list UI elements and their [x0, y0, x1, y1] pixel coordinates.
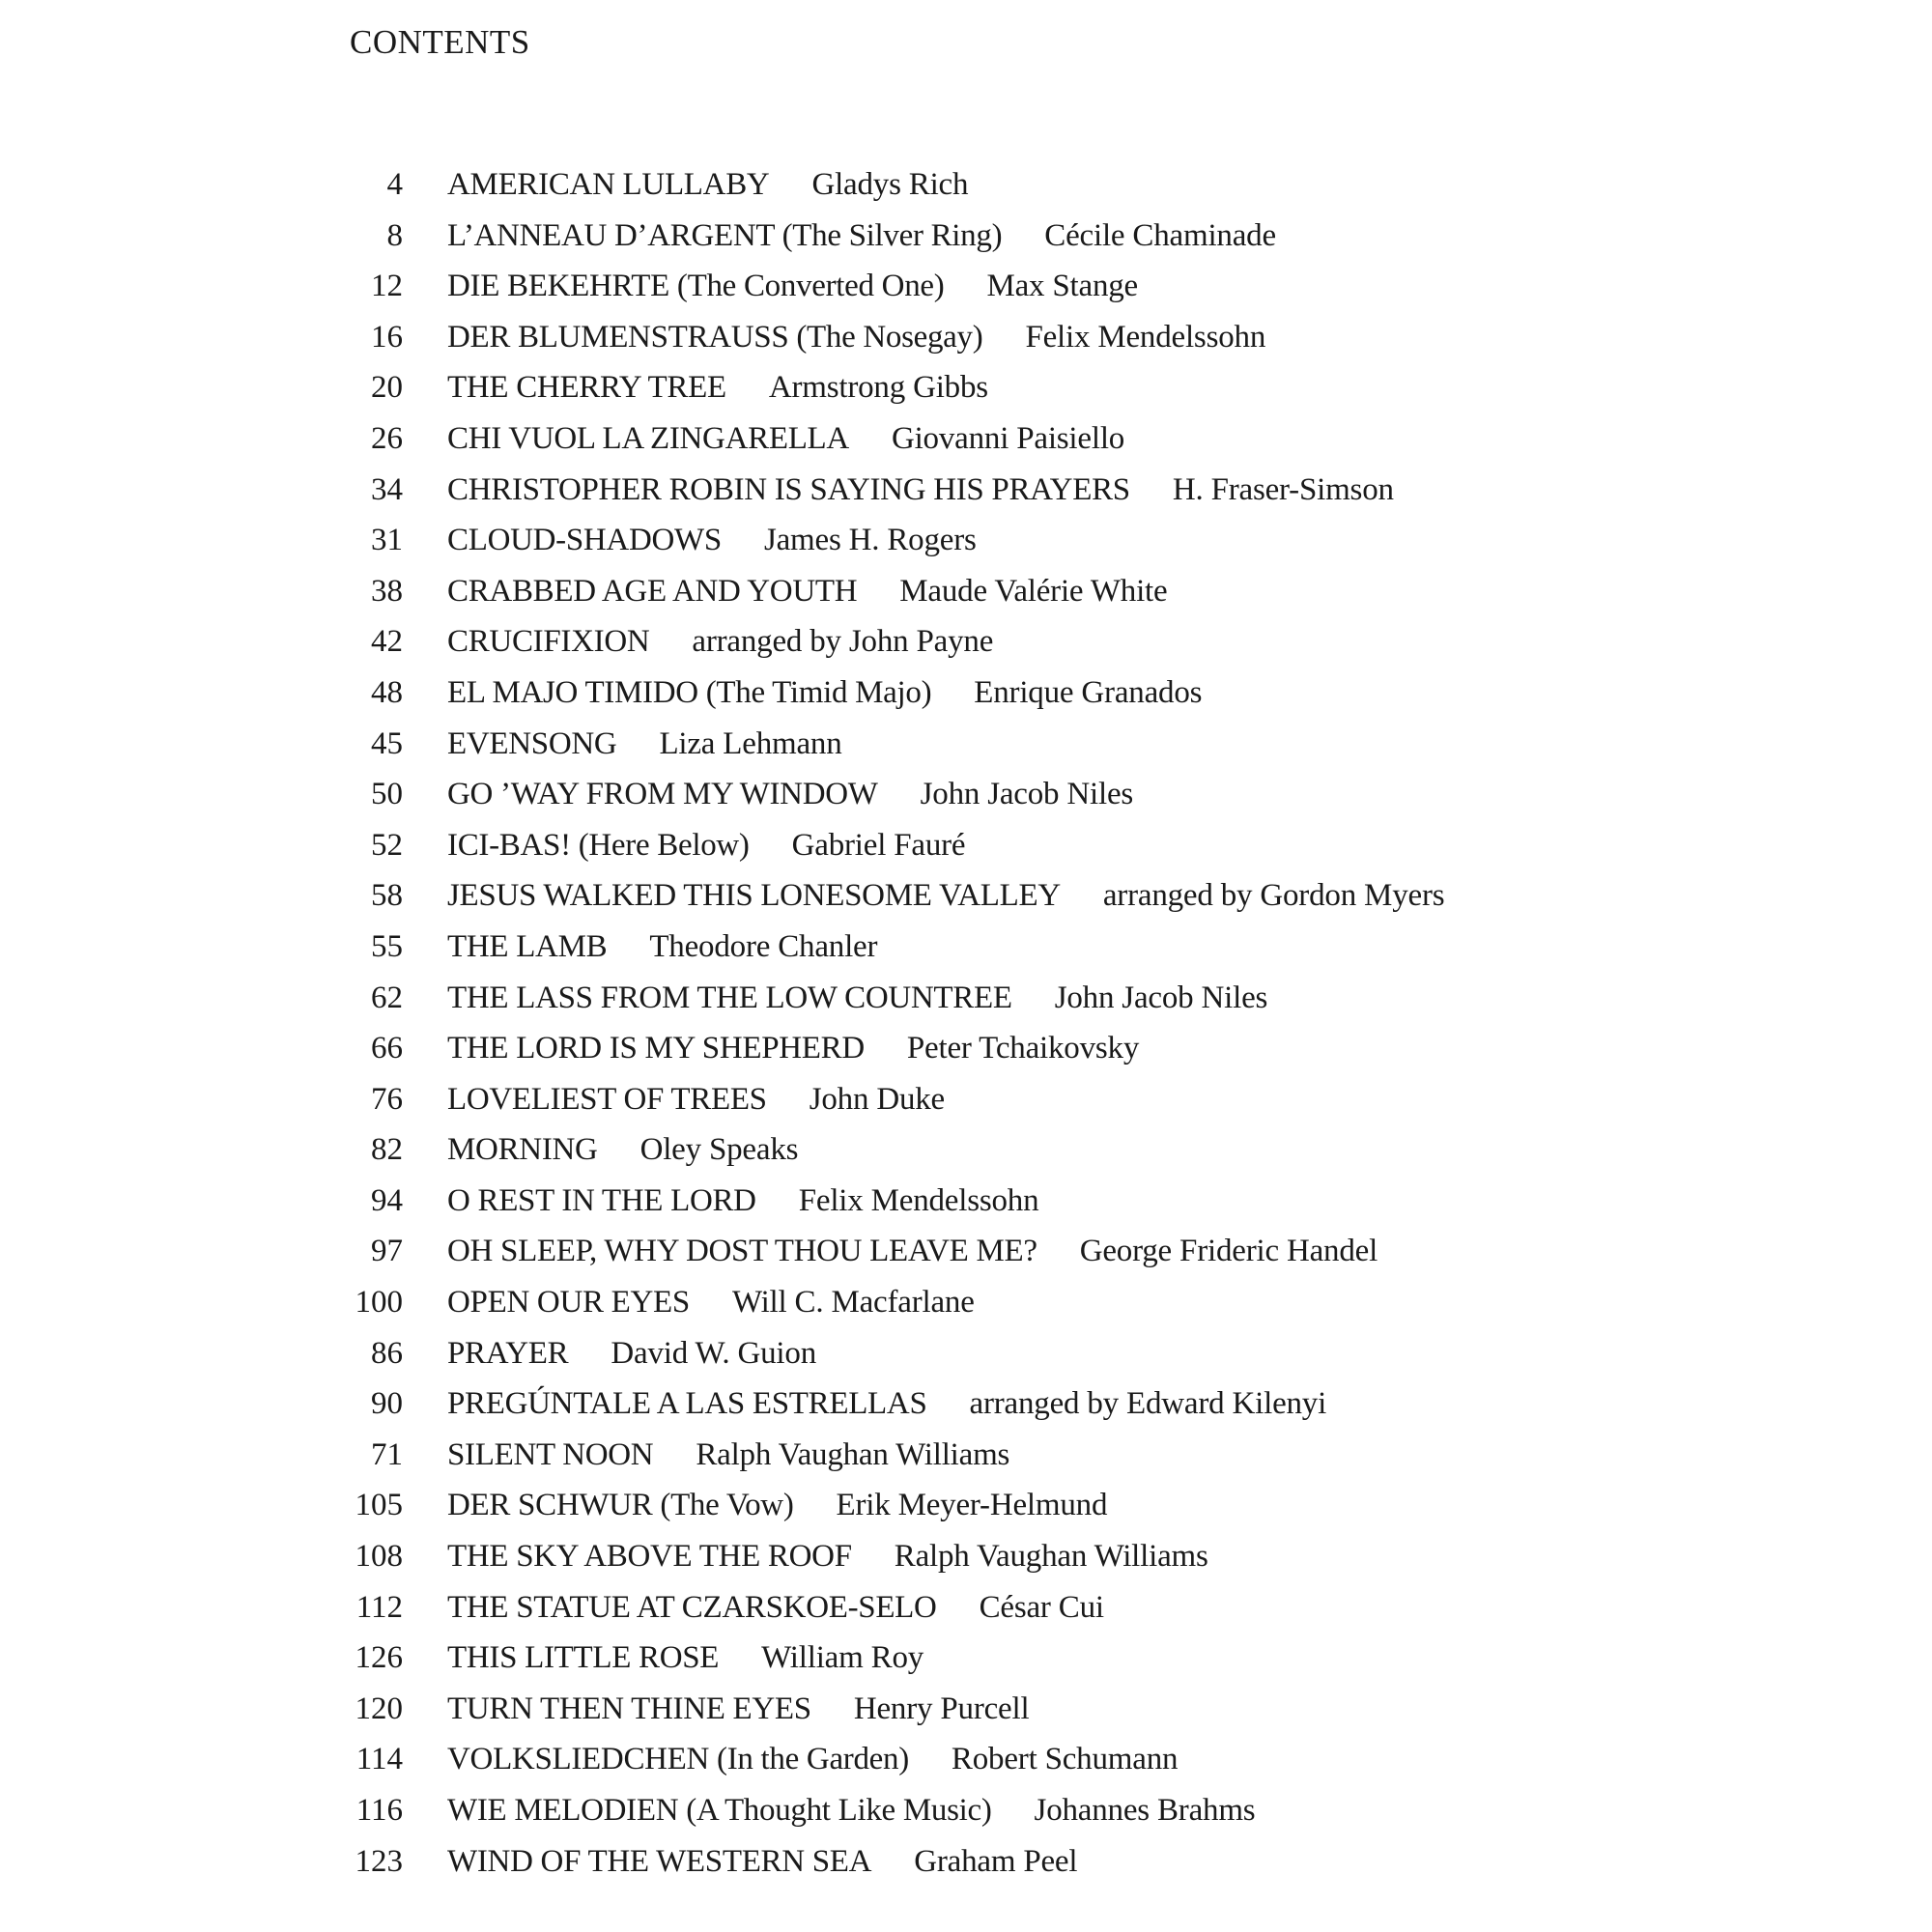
song-title: DER BLUMENSTRAUSS (The Nosegay) [447, 319, 983, 355]
composer-name: Ralph Vaughan Williams [894, 1539, 1208, 1575]
list-item [333, 1836, 1444, 1888]
composer-name: James H. Rogers [763, 523, 977, 558]
song-title: CLOUD-SHADOWS [447, 523, 722, 558]
song-title: O REST IN THE LORD [447, 1182, 756, 1218]
song-title: DIE BEKEHRTE (The Converted One) [447, 269, 945, 304]
composer-name: William Roy [761, 1640, 924, 1676]
page-number: 126 [355, 1640, 403, 1676]
composer-name: Theodore Chanler [649, 928, 878, 964]
song-title: OH SLEEP, WHY DOST THOU LEAVE ME? [447, 1234, 1037, 1269]
composer-name: Gladys Rich [811, 167, 969, 202]
list-item [333, 1684, 1444, 1735]
list-item [333, 1023, 1444, 1074]
list-item [333, 1074, 1444, 1125]
list-item [333, 1328, 1444, 1379]
list-item [333, 1480, 1444, 1531]
list-item [333, 1430, 1444, 1481]
page-number: 114 [355, 1742, 403, 1777]
page-number: 82 [371, 1132, 403, 1168]
list-item [333, 1582, 1444, 1634]
list-item [333, 1277, 1444, 1328]
page-title: CONTENTS [350, 23, 530, 61]
composer-name: Max Stange [986, 269, 1138, 304]
composer-name: Felix Mendelssohn [1025, 319, 1266, 355]
page-number: 55 [371, 928, 403, 964]
song-title: CRABBED AGE AND YOUTH [447, 573, 858, 609]
song-title: DER SCHWUR (The Vow) [447, 1488, 794, 1523]
composer-name: Ralph Vaughan Williams [696, 1436, 1010, 1472]
list-item [333, 159, 1444, 211]
page-number: 8 [386, 217, 403, 253]
song-title: MORNING [447, 1132, 598, 1168]
composer-name: Giovanni Paisiello [891, 420, 1125, 456]
song-title: THE CHERRY TREE [447, 370, 726, 406]
page-number: 76 [371, 1081, 403, 1117]
composer-name: Henry Purcell [853, 1690, 1030, 1726]
composer-name: John Jacob Niles [1054, 980, 1268, 1015]
list-item [333, 515, 1444, 566]
contents-list [333, 159, 1444, 1887]
page-number: 20 [371, 370, 403, 406]
song-title: EVENSONG [447, 725, 617, 761]
page-number: 86 [371, 1335, 403, 1371]
page-number: 120 [355, 1690, 403, 1726]
page-number: 4 [386, 167, 403, 202]
page-number: 34 [371, 471, 403, 507]
list-item [333, 668, 1444, 719]
page-number: 90 [371, 1386, 403, 1422]
page-number: 100 [355, 1285, 403, 1321]
song-title: CHRISTOPHER ROBIN IS SAYING HIS PRAYERS [447, 471, 1130, 507]
list-item [333, 973, 1444, 1024]
composer-name: Enrique Granados [974, 674, 1203, 710]
page-number: 62 [371, 980, 403, 1015]
list-item [333, 312, 1444, 363]
page-number: 66 [371, 1031, 403, 1066]
composer-name: Peter Tchaikovsky [906, 1031, 1140, 1066]
page-number: 71 [371, 1436, 403, 1472]
song-title: THE SKY ABOVE THE ROOF [447, 1539, 852, 1575]
composer-name: Maude Valérie White [899, 573, 1168, 609]
composer-name: George Frideric Handel [1079, 1234, 1378, 1269]
page-number: 123 [355, 1843, 403, 1879]
song-title: WIND OF THE WESTERN SEA [447, 1843, 872, 1879]
list-item [333, 362, 1444, 413]
page-number: 94 [371, 1182, 403, 1218]
list-item [333, 769, 1444, 820]
song-title: WIE MELODIEN (A Thought Like Music) [447, 1793, 992, 1828]
song-title: L’ANNEAU D’ARGENT (The Silver Ring) [447, 217, 1003, 253]
list-item [333, 616, 1444, 668]
page-number: 116 [355, 1793, 403, 1828]
page-number: 26 [371, 420, 403, 456]
page-number: 16 [371, 319, 403, 355]
song-title: AMERICAN LULLABY [447, 167, 770, 202]
song-title: CRUCIFIXION [447, 624, 650, 660]
page-number: 105 [355, 1488, 403, 1523]
list-item [333, 820, 1444, 871]
page-number: 97 [371, 1234, 403, 1269]
list-item [333, 922, 1444, 973]
list-item [333, 1378, 1444, 1430]
page-number: 45 [371, 725, 403, 761]
page-number: 108 [355, 1539, 403, 1575]
list-item [333, 261, 1444, 312]
page-number: 48 [371, 674, 403, 710]
song-title: SILENT NOON [447, 1436, 654, 1472]
page-number: 58 [371, 878, 403, 914]
composer-name: Oley Speaks [639, 1132, 799, 1168]
list-item [333, 1633, 1444, 1684]
song-title: ICI-BAS! (Here Below) [447, 827, 750, 863]
composer-name: Will C. Macfarlane [731, 1285, 975, 1321]
composer-name: Felix Mendelssohn [798, 1182, 1039, 1218]
song-title: EL MAJO TIMIDO (The Timid Majo) [447, 674, 932, 710]
song-title: PRAYER [447, 1335, 569, 1371]
song-title: LOVELIEST OF TREES [447, 1081, 767, 1117]
composer-name: Liza Lehmann [659, 725, 842, 761]
song-title: CHI VUOL LA ZINGARELLA [447, 420, 849, 456]
song-title: TURN THEN THINE EYES [447, 1690, 811, 1726]
list-item [333, 566, 1444, 617]
song-title: JESUS WALKED THIS LONESOME VALLEY [447, 878, 1061, 914]
list-item [333, 1226, 1444, 1277]
composer-name: arranged by Edward Kilenyi [969, 1386, 1327, 1422]
page-number: 52 [371, 827, 403, 863]
composer-name: arranged by John Payne [692, 624, 994, 660]
page-number: 50 [371, 777, 403, 812]
list-item [333, 1176, 1444, 1227]
song-title: THE LASS FROM THE LOW COUNTREE [447, 980, 1012, 1015]
list-item [333, 1785, 1444, 1836]
song-title: VOLKSLIEDCHEN (In the Garden) [447, 1742, 909, 1777]
song-title: GO ’WAY FROM MY WINDOW [447, 777, 878, 812]
song-title: THIS LITTLE ROSE [447, 1640, 720, 1676]
page-number: 12 [371, 269, 403, 304]
composer-name: Armstrong Gibbs [768, 370, 988, 406]
list-item [333, 465, 1444, 516]
composer-name: César Cui [979, 1589, 1104, 1625]
page-number: 42 [371, 624, 403, 660]
composer-name: Robert Schumann [951, 1742, 1179, 1777]
composer-name: Johannes Brahms [1034, 1793, 1256, 1828]
composer-name: Graham Peel [914, 1843, 1078, 1879]
list-item [333, 1734, 1444, 1785]
composer-name: Cécile Chaminade [1044, 217, 1276, 253]
list-item [333, 1531, 1444, 1582]
list-item [333, 1124, 1444, 1176]
song-title: THE LORD IS MY SHEPHERD [447, 1031, 865, 1066]
song-title: OPEN OUR EYES [447, 1285, 690, 1321]
composer-name: Erik Meyer-Helmund [836, 1488, 1108, 1523]
page-number: 31 [371, 523, 403, 558]
composer-name: H. Fraser-Simson [1172, 471, 1394, 507]
composer-name: Gabriel Fauré [791, 827, 966, 863]
composer-name: John Duke [809, 1081, 946, 1117]
composer-name: John Jacob Niles [920, 777, 1134, 812]
list-item [333, 719, 1444, 770]
page-number: 112 [355, 1589, 403, 1625]
list-item [333, 413, 1444, 465]
composer-name: arranged by Gordon Myers [1102, 878, 1445, 914]
song-title: THE STATUE AT CZARSKOE-SELO [447, 1589, 937, 1625]
song-title: THE LAMB [447, 928, 608, 964]
song-title: PREGÚNTALE A LAS ESTRELLAS [447, 1386, 927, 1422]
composer-name: David W. Guion [611, 1335, 816, 1371]
list-item [333, 211, 1444, 262]
page-number: 38 [371, 573, 403, 609]
list-item [333, 870, 1444, 922]
